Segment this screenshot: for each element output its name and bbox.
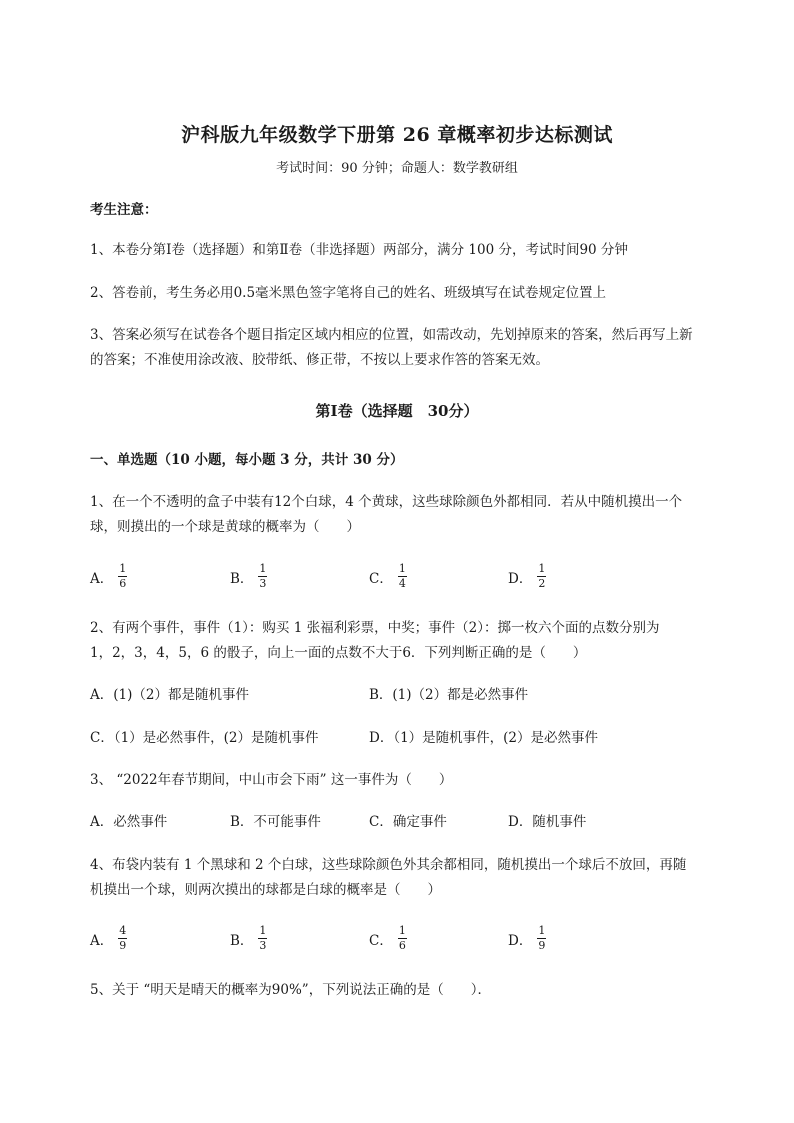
denominator: 2 — [538, 577, 546, 590]
notice-item-1: 1、本卷分第Ⅰ卷（选择题）和第Ⅱ卷（非选择题）两部分，满分 100 分，考试时间90 分钟 — [90, 242, 628, 258]
denominator: 4 — [398, 577, 406, 590]
denominator: 3 — [259, 939, 267, 952]
question-4-line-1: 4、布袋内装有 1 个黑球和 2 个白球，这些球除颜色外其余都相同，随机摸出一个球后不放回，再随 — [90, 857, 687, 873]
numerator: 1 — [259, 924, 267, 937]
part-heading: 一、单选题（10 小题，每小题 3 分，共计 30 分） — [90, 452, 404, 468]
fraction — [536, 563, 547, 590]
notice-item-2: 2、答卷前，考生务必用0.5毫米黑色签字笔将自己的姓名、班级填写在试卷规定位置上 — [90, 285, 607, 301]
question-4-line-2: 机摸出一个球，则两次摸出的球都是白球的概率是（ ） — [90, 882, 441, 898]
section-title: 第Ⅰ卷（选择题 30分） — [315, 402, 479, 420]
q1-option-b[interactable] — [230, 563, 268, 590]
exam-info: 考试时间：90 分钟；命题人：数学教研组 — [276, 161, 518, 176]
numerator: 1 — [538, 924, 546, 937]
q1-option-c[interactable] — [369, 563, 408, 590]
option-label: B． — [230, 932, 254, 949]
question-2-line-1: 2、有两个事件，事件（1）：购买 1 张福利彩票，中奖；事件（2）：掷一枚六个面的点数分别为 — [90, 620, 660, 636]
denominator: 9 — [119, 939, 127, 952]
q4-option-d[interactable] — [508, 925, 547, 952]
numerator: 1 — [398, 924, 406, 937]
fraction — [117, 925, 128, 952]
notice-item-3: 3、答案必须写在试卷各个题目指定区域内相应的位置，如需改动，先划掉原来的答案，然后再写上新 — [90, 327, 693, 343]
fraction — [257, 925, 268, 952]
q4-option-c[interactable] — [369, 925, 408, 952]
fraction — [397, 563, 408, 590]
question-2-line-2: 1，2，3，4，5，6 的骰子，向上一面的点数不大于6．下列判断正确的是（ ） — [90, 645, 587, 661]
page-title: 沪科版九年级数学下册第 26 章概率初步达标测试 — [181, 124, 613, 146]
fraction — [117, 563, 128, 590]
q4-option-b[interactable] — [230, 925, 268, 952]
denominator: 6 — [119, 577, 127, 590]
question-1-line-2: 球，则摸出的一个球是黄球的概率为（ ） — [90, 519, 360, 535]
q3-option-b[interactable]: B．不可能事件 — [230, 814, 321, 830]
denominator: 3 — [259, 577, 267, 590]
numerator: 1 — [119, 562, 127, 575]
option-label: A． — [90, 932, 114, 949]
q4-option-a[interactable] — [90, 925, 128, 952]
fraction — [536, 925, 547, 952]
q2-option-d[interactable]: D．（1）是随机事件，(2）是必然事件 — [369, 730, 599, 746]
question-3-line-1: 3、 “2022年春节期间，中山市会下雨” 这一事件为（ ） — [90, 772, 453, 788]
q3-option-a[interactable]: A．必然事件 — [90, 814, 168, 830]
q2-option-c[interactable]: C．（1）是必然事件，(2）是随机事件 — [90, 730, 319, 746]
option-label: C． — [369, 932, 393, 949]
q1-option-d[interactable] — [508, 563, 547, 590]
denominator: 9 — [538, 939, 546, 952]
option-label: A． — [90, 570, 114, 587]
q2-option-b[interactable]: B．(1)（2）都是必然事件 — [369, 687, 529, 703]
q3-option-d[interactable]: D．随机事件 — [508, 814, 587, 830]
question-1-line-1: 1、在一个不透明的盒子中装有12个白球，4 个黄球，这些球除颜色外都相同．若从中随机摸出一个 — [90, 494, 683, 510]
numerator: 4 — [119, 924, 127, 937]
q3-option-c[interactable]: C．确定事件 — [369, 814, 447, 830]
notice-heading: 考生注意： — [90, 202, 158, 218]
notice-item-3-cont: 的答案；不准使用涂改液、胶带纸、修正带，不按以上要求作答的答案无效。 — [90, 352, 549, 368]
numerator: 1 — [398, 562, 406, 575]
option-label: C． — [369, 570, 393, 587]
numerator: 1 — [259, 562, 267, 575]
q1-option-a[interactable] — [90, 563, 128, 590]
fraction — [257, 563, 268, 590]
numerator: 1 — [538, 562, 546, 575]
q2-option-a[interactable]: A．(1)（2）都是随机事件 — [90, 687, 249, 703]
denominator: 6 — [398, 939, 406, 952]
fraction — [397, 925, 408, 952]
option-label: D． — [508, 932, 533, 949]
question-5-line-1: 5、关于 “明天是晴天的概率为90%”，下列说法正确的是（ ）． — [90, 982, 491, 998]
option-label: B． — [230, 570, 254, 587]
option-label: D． — [508, 570, 533, 587]
